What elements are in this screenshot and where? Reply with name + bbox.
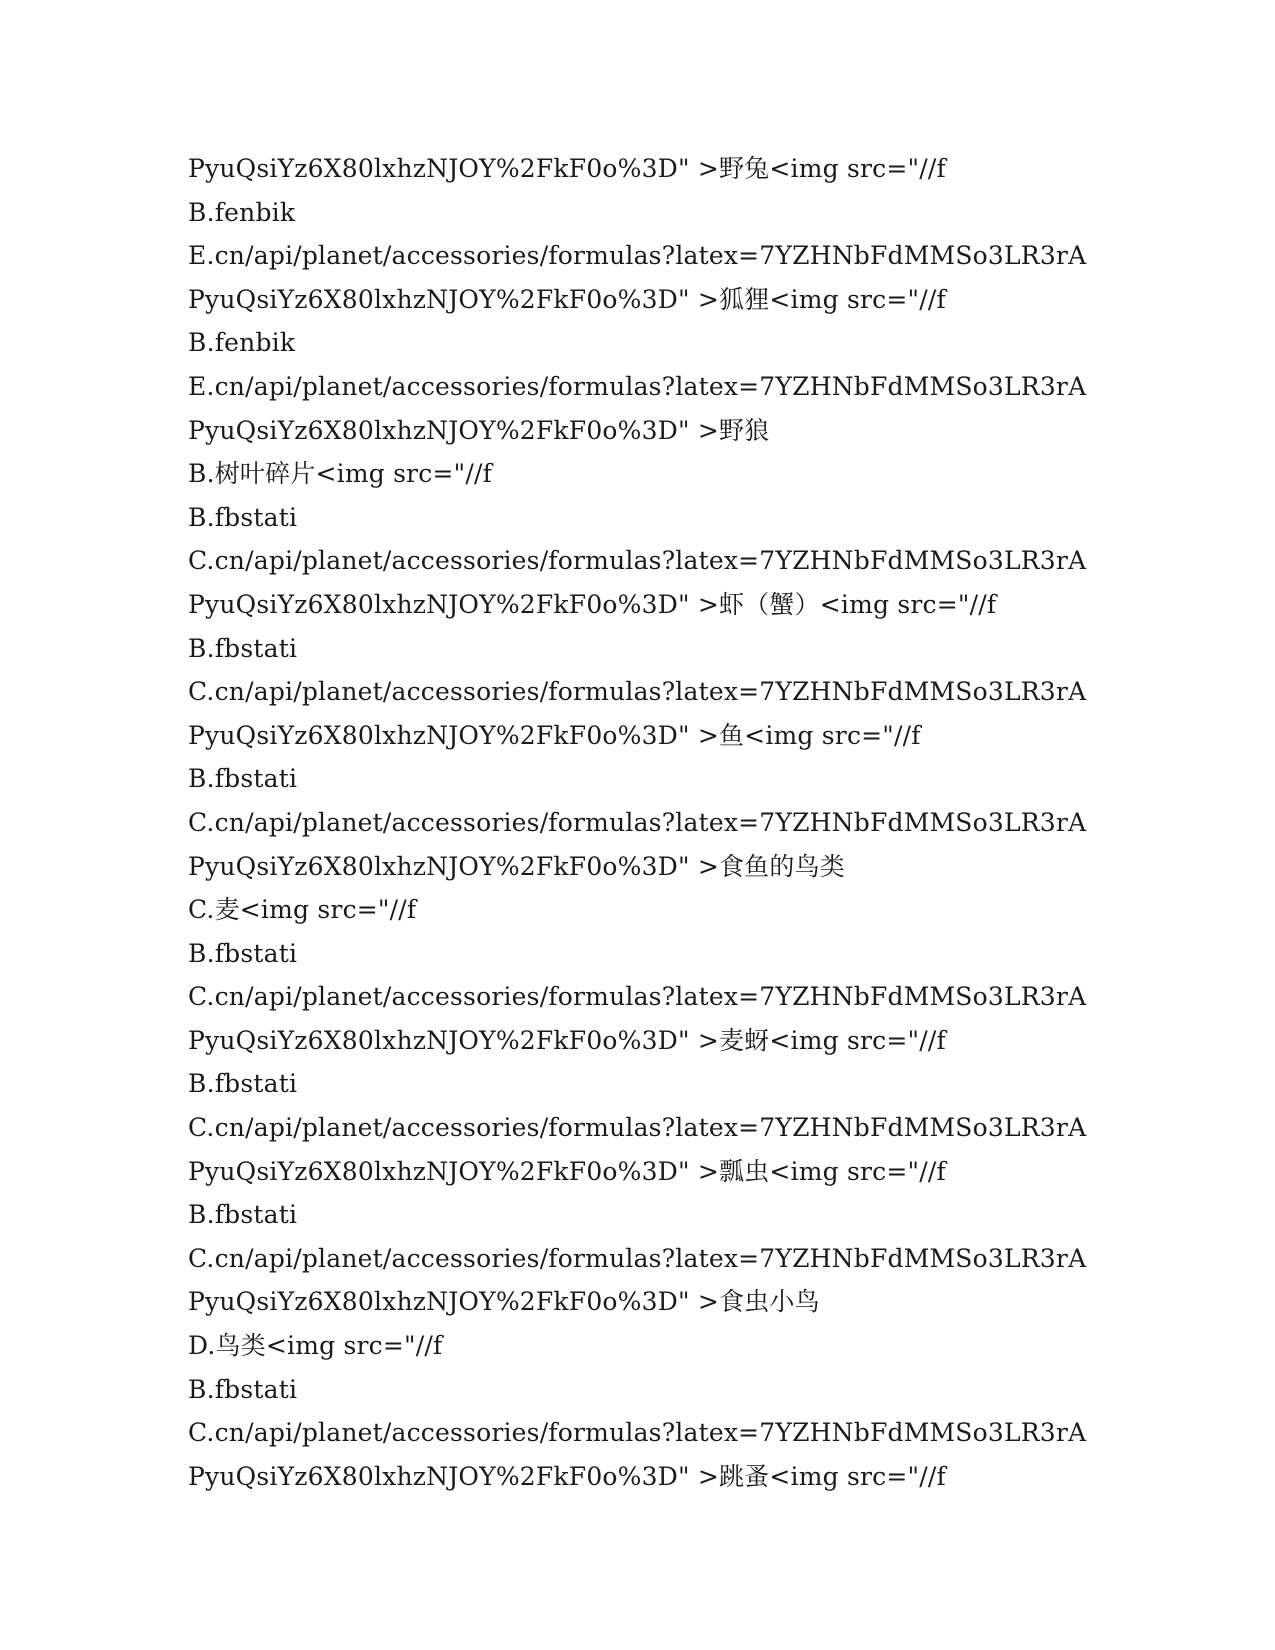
text-line-5: B.fenbik bbox=[188, 328, 296, 358]
text-line-3: E.cn/api/planet/accessories/formulas?latex=7YZHNbFdMMSo3LR3rA bbox=[188, 241, 1087, 271]
text-line-10: C.cn/api/planet/accessories/formulas?latex=7YZHNbFdMMSo3LR3rA bbox=[188, 546, 1087, 576]
text-line-23: C.cn/api/planet/accessories/formulas?latex=7YZHNbFdMMSo3LR3rA bbox=[188, 1113, 1087, 1143]
text-line-8: B.树叶碎片<img src="//f bbox=[188, 459, 493, 489]
text-line-28: D.鸟类<img src="//f bbox=[188, 1331, 443, 1361]
text-line-2: B.fenbik bbox=[188, 197, 296, 227]
text-line-16: C.cn/api/planet/accessories/formulas?latex=7YZHNbFdMMSo3LR3rA bbox=[188, 807, 1087, 837]
text-line-11: PyuQsiYz6X80lxhzNJOY%2FkF0o%3D" >虾（蟹）<img src="//f bbox=[188, 589, 997, 619]
text-line-12: B.fbstati bbox=[188, 633, 298, 663]
text-line-20: C.cn/api/planet/accessories/formulas?latex=7YZHNbFdMMSo3LR3rA bbox=[188, 982, 1087, 1012]
text-line-24: PyuQsiYz6X80lxhzNJOY%2FkF0o%3D" >瓢虫<img src="//f bbox=[188, 1156, 946, 1186]
text-line-14: PyuQsiYz6X80lxhzNJOY%2FkF0o%3D" >鱼<img src="//f bbox=[188, 720, 921, 750]
text-line-4: PyuQsiYz6X80lxhzNJOY%2FkF0o%3D" >狐狸<img src="//f bbox=[188, 284, 946, 314]
text-line-1: PyuQsiYz6X80lxhzNJOY%2FkF0o%3D" >野兔<img src="//f bbox=[188, 154, 946, 183]
text-line-29: B.fbstati bbox=[188, 1374, 298, 1404]
document-body bbox=[188, 147, 1188, 1498]
text-line-9: B.fbstati bbox=[188, 502, 298, 532]
text-line-7: PyuQsiYz6X80lxhzNJOY%2FkF0o%3D" >野狼 bbox=[188, 415, 770, 445]
text-line-26: C.cn/api/planet/accessories/formulas?latex=7YZHNbFdMMSo3LR3rA bbox=[188, 1243, 1087, 1273]
text-line-27: PyuQsiYz6X80lxhzNJOY%2FkF0o%3D" >食虫小鸟 bbox=[188, 1287, 820, 1317]
text-line-17: PyuQsiYz6X80lxhzNJOY%2FkF0o%3D" >食鱼的鸟类 bbox=[188, 851, 845, 881]
text-line-30: C.cn/api/planet/accessories/formulas?latex=7YZHNbFdMMSo3LR3rA bbox=[188, 1418, 1087, 1448]
text-line-22: B.fbstati bbox=[188, 1069, 298, 1099]
text-line-19: B.fbstati bbox=[188, 938, 298, 968]
text-line-13: C.cn/api/planet/accessories/formulas?latex=7YZHNbFdMMSo3LR3rA bbox=[188, 677, 1087, 707]
text-line-18: C.麦<img src="//f bbox=[188, 895, 417, 925]
text-line-6: E.cn/api/planet/accessories/formulas?latex=7YZHNbFdMMSo3LR3rA bbox=[188, 371, 1087, 401]
text-line-25: B.fbstati bbox=[188, 1200, 298, 1230]
text-line-31: PyuQsiYz6X80lxhzNJOY%2FkF0o%3D" >跳蚤<img src="//f bbox=[188, 1461, 946, 1491]
text-line-21: PyuQsiYz6X80lxhzNJOY%2FkF0o%3D" >麦蚜<img src="//f bbox=[188, 1025, 946, 1055]
text-line-15: B.fbstati bbox=[188, 764, 298, 794]
